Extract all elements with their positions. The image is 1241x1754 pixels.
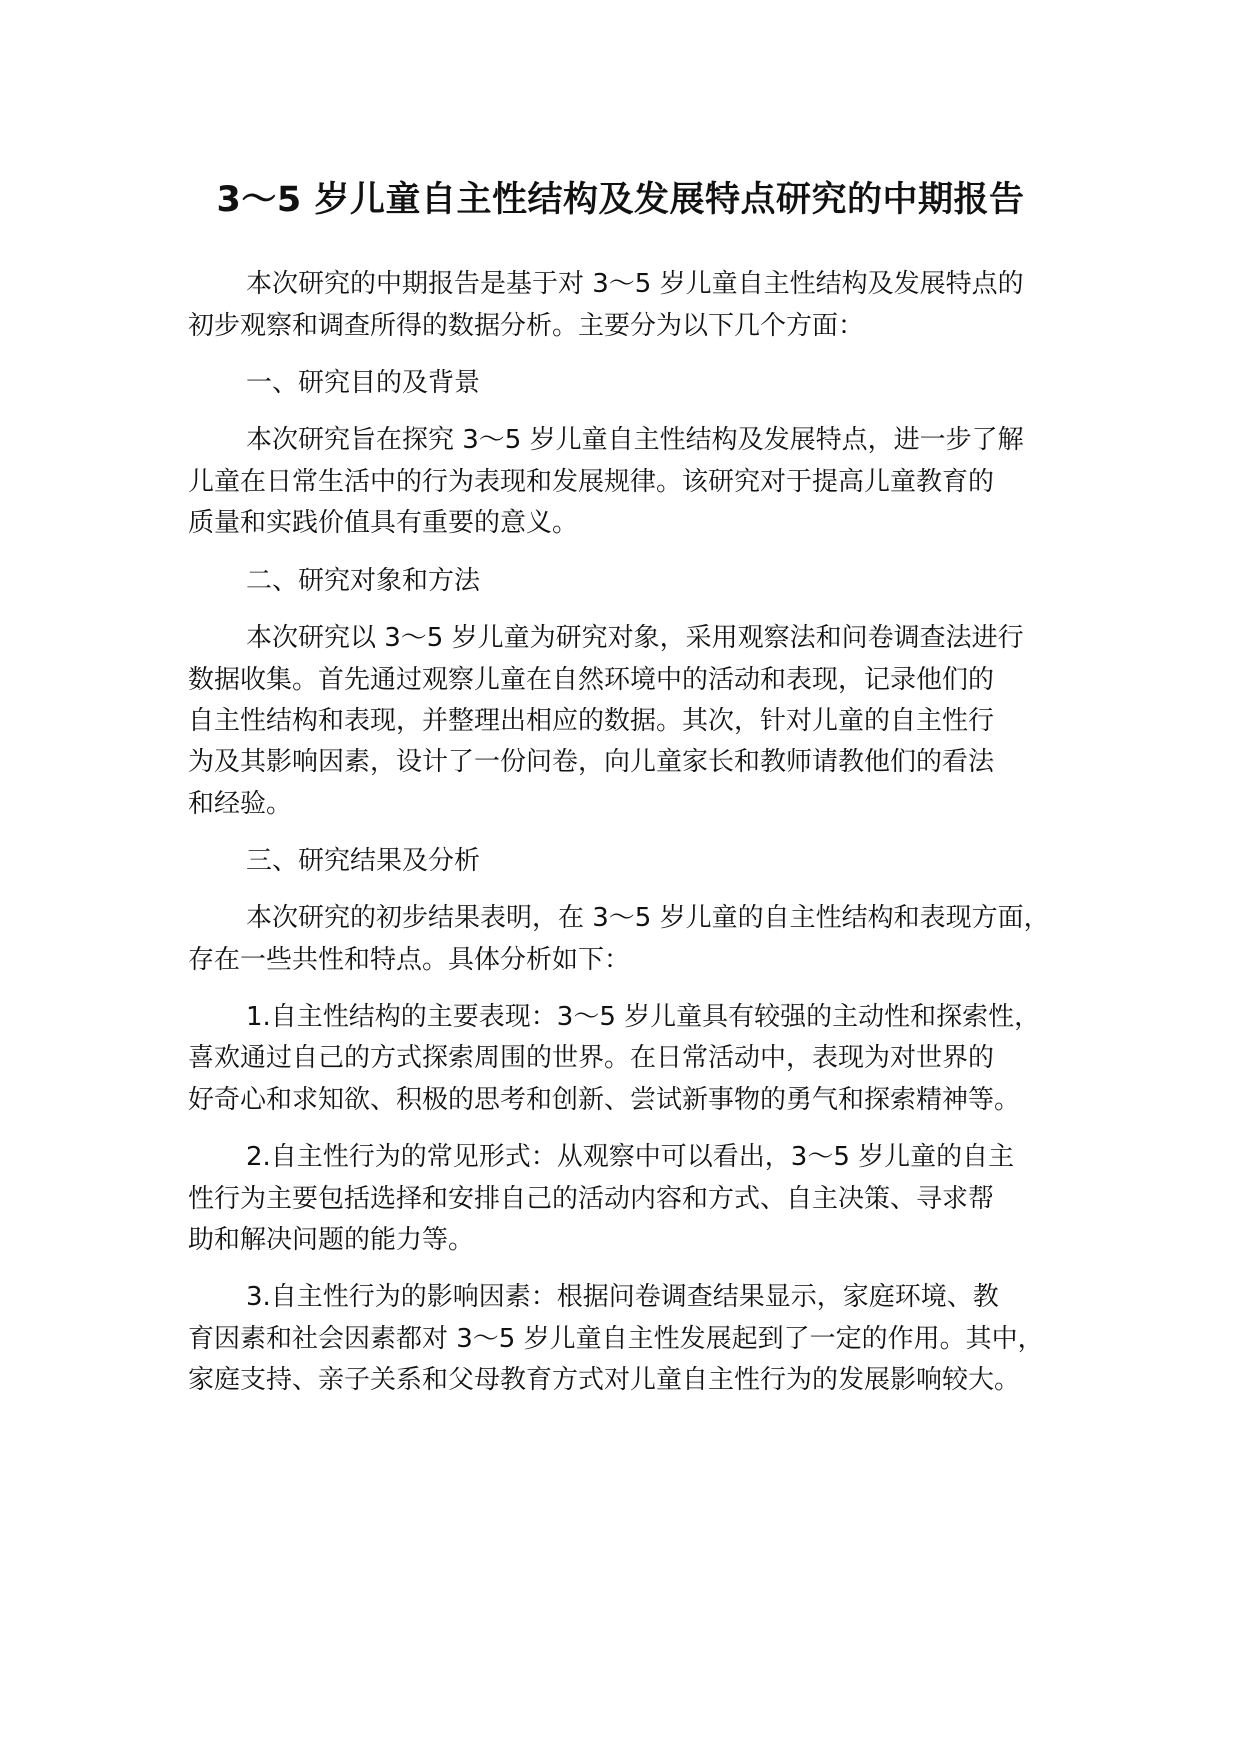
paragraph-line: 为及其影响因素，设计了一份问卷，向儿童家长和教师请教他们的看法 (188, 747, 995, 777)
paragraph-line: 性行为主要包括选择和安排自己的活动内容和方式、自主决策、寻求帮 (188, 1184, 995, 1214)
paragraph-line: 本次研究旨在探究 3～5 岁儿童自主性结构及发展特点，进一步了解 (246, 425, 1024, 455)
paragraph-line: 家庭支持、亲子关系和父母教育方式对儿童自主性行为的发展影响较大。 (188, 1365, 1021, 1395)
paragraph-line: 好奇心和求知欲、积极的思考和创新、尝试新事物的勇气和探索精神等。 (188, 1085, 1021, 1115)
paragraph-line: 初步观察和调查所得的数据分析。主要分为以下几个方面： (188, 311, 865, 341)
document-title: 3～5 岁儿童自主性结构及发展特点研究的中期报告 (216, 180, 1025, 220)
paragraph-line: 助和解决问题的能力等。 (188, 1225, 475, 1255)
section-heading: 一、研究目的及背景 (246, 368, 481, 398)
paragraph-line: 本次研究的中期报告是基于对 3～5 岁儿童自主性结构及发展特点的 (246, 269, 1024, 299)
paragraph-line: 2.自主性行为的常见形式：从观察中可以看出，3～5 岁儿童的自主 (246, 1142, 1015, 1172)
paragraph-line: 和经验。 (188, 789, 293, 819)
paragraph-line: 自主性结构和表现，并整理出相应的数据。其次，针对儿童的自主性行 (188, 706, 995, 736)
paragraph-line: 育因素和社会因素都对 3～5 岁儿童自主性发展起到了一定的作用。其中， (188, 1324, 1044, 1354)
paragraph-line: 喜欢通过自己的方式探索周围的世界。在日常活动中，表现为对世界的 (188, 1043, 995, 1073)
paragraph-line: 质量和实践价值具有重要的意义。 (188, 508, 579, 538)
section-heading: 三、研究结果及分析 (246, 846, 481, 876)
paragraph-line: 儿童在日常生活中的行为表现和发展规律。该研究对于提高儿童教育的 (188, 467, 995, 497)
section-heading: 二、研究对象和方法 (246, 566, 481, 596)
paragraph-line: 本次研究的初步结果表明，在 3～5 岁儿童的自主性结构和表现方面， (246, 903, 1050, 933)
paragraph-line: 1.自主性结构的主要表现：3～5 岁儿童具有较强的主动性和探索性， (246, 1002, 1041, 1032)
paragraph-line: 本次研究以 3～5 岁儿童为研究对象，采用观察法和问卷调查法进行 (246, 623, 1024, 653)
paragraph-line: 存在一些共性和特点。具体分析如下： (188, 945, 631, 975)
paragraph-line: 3.自主性行为的影响因素：根据问卷调查结果显示，家庭环境、教 (246, 1282, 999, 1312)
paragraph-line: 数据收集。首先通过观察儿童在自然环境中的活动和表现，记录他们的 (188, 665, 995, 695)
